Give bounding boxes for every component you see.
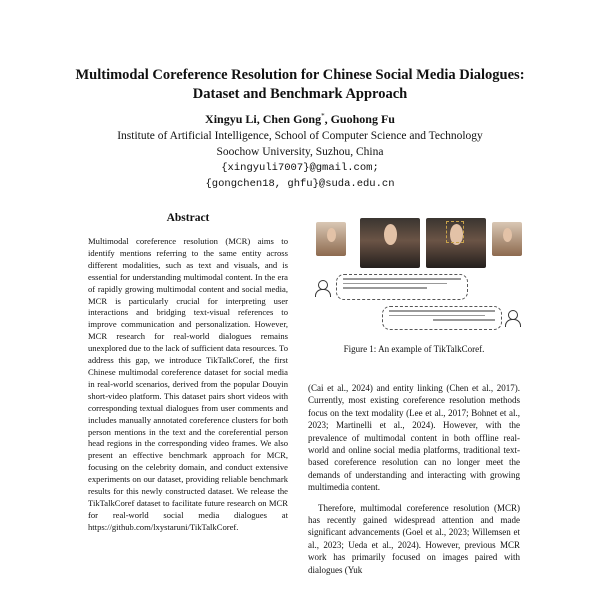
paper-title — [40, 66, 560, 104]
email-line-2: {gongchen18, ghfu}@suda.edu.cn — [205, 178, 395, 190]
author-names-2: , Guohong Fu — [324, 112, 395, 126]
portrait-photo-left — [316, 222, 346, 256]
email-line-1: {xingyuli7007}@gmail.com; — [221, 162, 379, 174]
title-line-2: Dataset and Benchmark Approach — [192, 86, 408, 102]
comment-bubble-1 — [336, 274, 468, 300]
body-paragraph-1: (Cai et al., 2024) and entity linking (Chen et al., 2017). Currently, most existing coreference resolution methods focus on the text modality (Lee et al., 2017; Bohnet et al., 2023; Martinelli et al., 2024). However, with the prevalence of multimodal content in both offline real-world and online social media platforms, traditional text-based coreference resolution can no longer meet the demands of understanding and interacting with growing multimedia content. — [308, 383, 520, 493]
author-names-1: Xingyu Li, Chen Gong — [205, 112, 322, 126]
figure-1 — [306, 218, 522, 338]
affiliation-line-2: Soochow University, Suzhou, China — [216, 146, 384, 158]
portrait-photo-right — [492, 222, 522, 256]
abstract-body: Multimodal coreference resolution (MCR) aims to identify mentions referring to the same entity across different modalities, such as text and visuals, and is essential for understanding multimodal content. In the era of rapidly growing multimodal content and social media, MCR is particularly crucial for interpreting user interactions and bridging text-visual references to improve communication and personalization. However, MCR research for real-world dialogues remains unexplored due to the lack of sufficient data resources. To address this gap, we introduce TikTalkCoref, the first Chinese multimodal coreference dataset for social media in real-world scenarios, derived from the popular Douyin short-video platform. This dataset pairs short videos with corresponding textual dialogues from user comments and includes manually annotated coreference clusters for both person mentions in the text and the coreferential person head regions in the corresponding video frames. We also present an effective benchmark approach for MCR, focusing on the celebrity domain, and conduct extensive experiments on our dataset, providing reliable benchmark results for this newly constructed dataset. We release the TikTalkCoref dataset to facilitate future research on MCR for real-world social media dialogues at https://github.com/lxystaruni/TikTalkCoref. — [88, 236, 288, 532]
figure-caption: Figure 1: An example of TikTalkCoref. — [343, 344, 485, 354]
affiliation — [40, 128, 560, 192]
video-frame-1 — [360, 218, 420, 268]
comment-bubble-2 — [382, 306, 502, 330]
replier-avatar-icon — [504, 310, 520, 328]
body-paragraph-2: Therefore, multimodal coreference resolution (MCR) has recently gained widespread attention and made significant advancements (Goel et al., 2023; Willemsen et al., 2023; Ueda et al., 2024). However, previous MCR work has primarily focused on images paired with dialogues (Yuk — [308, 502, 520, 575]
head-region-box — [446, 221, 464, 243]
corresponding-author-mark: * — [321, 112, 325, 120]
right-column-body — [308, 382, 520, 584]
affiliation-line-1: Institute of Artificial Intelligence, School of Computer Science and Technology — [117, 130, 483, 142]
title-line-1: Multimodal Coreference Resolution for Chinese Social Media Dialogues: — [75, 67, 525, 83]
authors — [40, 112, 560, 127]
abstract-heading: Abstract — [166, 212, 210, 224]
user-avatar-icon — [314, 280, 330, 298]
